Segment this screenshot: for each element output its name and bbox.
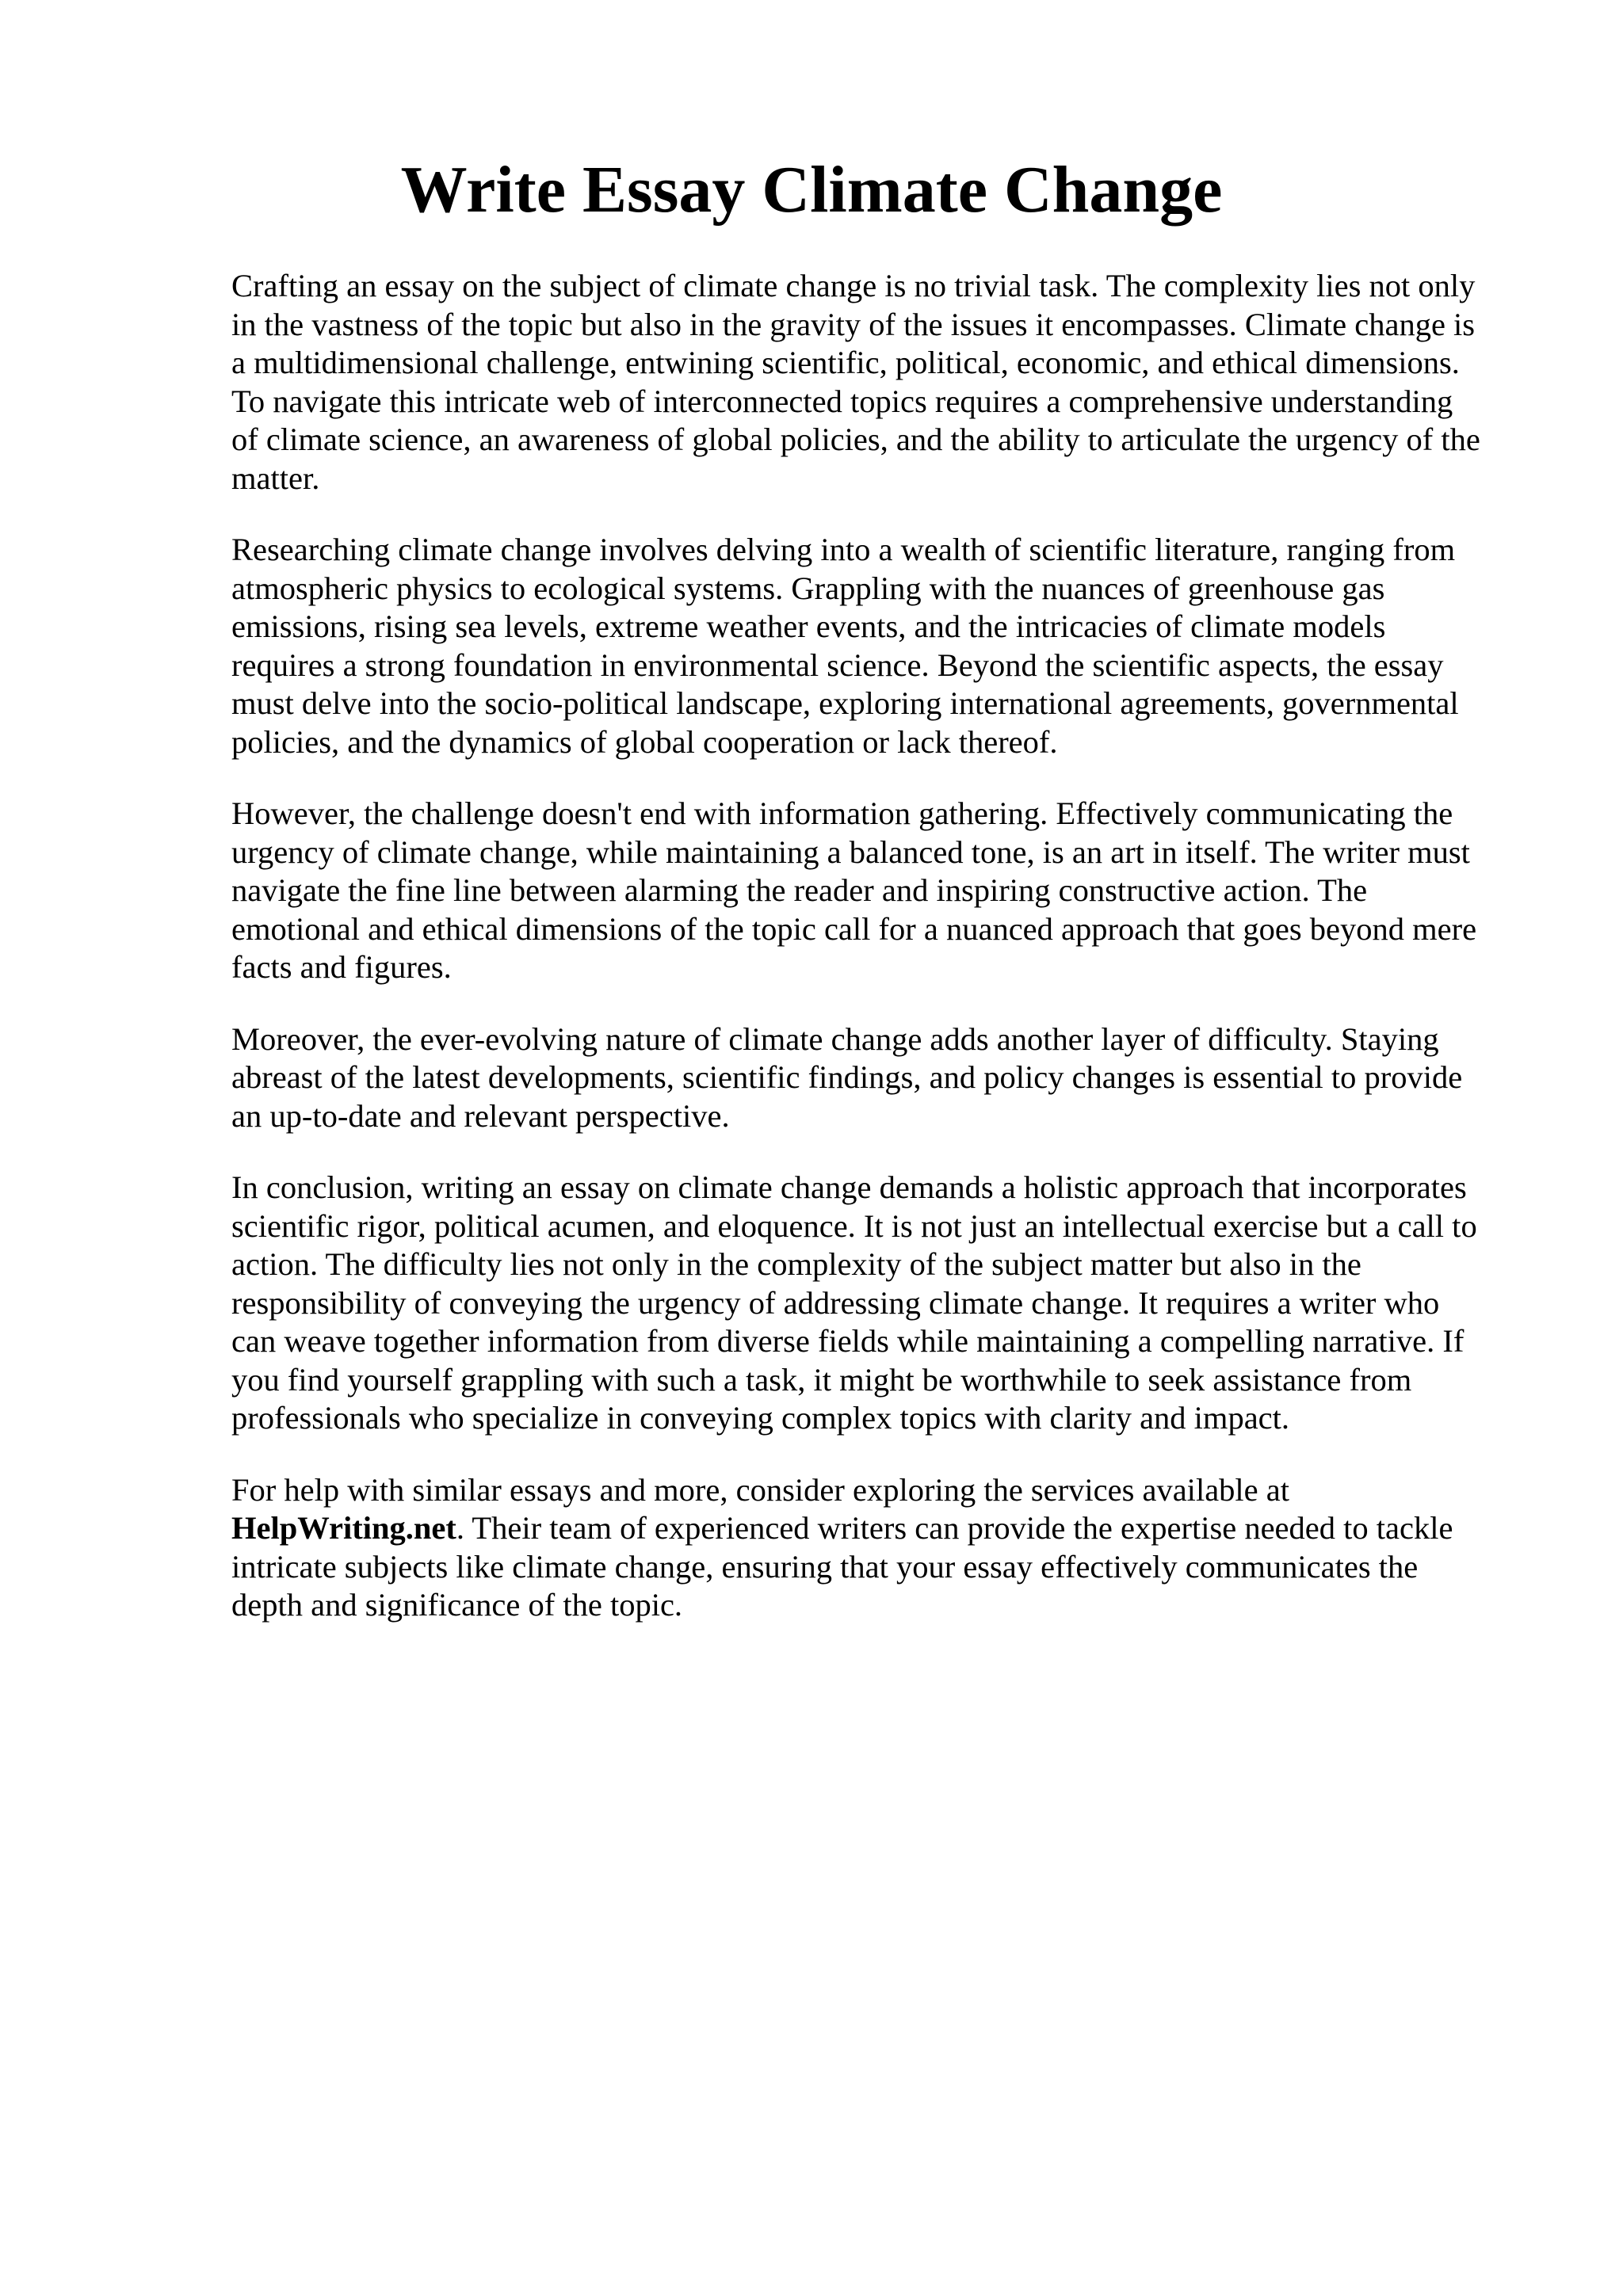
text-line: a multidimensional challenge, entwining scientific, political, economic, and ethical dimensions. <box>231 345 1460 380</box>
text-line: must delve into the socio-political landscape, exploring international agreements, governmental <box>231 685 1459 721</box>
text-line: intricate subjects like climate change, ensuring that your essay effectively communicates the <box>231 1548 1419 1585</box>
text-line: Researching climate change involves delving into a wealth of scientific literature, ranging from <box>231 532 1456 567</box>
brand-name: HelpWriting.net <box>231 1510 456 1546</box>
text-line: an up-to-date and relevant perspective. <box>231 1097 730 1134</box>
text-line: scientific rigor, political acumen, and eloquence. It is not just an intellectual exercise but a call to <box>231 1207 1477 1244</box>
text-line: abreast of the latest developments, scientific findings, and policy changes is essential to provide <box>231 1059 1463 1095</box>
text-line: To navigate this intricate web of interconnected topics requires a comprehensive understanding <box>231 383 1453 419</box>
paragraph-evolving <box>231 1020 1519 1136</box>
paragraph-conclusion <box>231 1169 1519 1438</box>
essay-body <box>231 267 1519 1658</box>
text-line: urgency of climate change, while maintaining a balanced tone, is an art in itself. The writer must <box>231 833 1470 870</box>
text-line: in the vastness of the topic but also in the gravity of the issues it encompasses. Climate change is <box>231 306 1476 342</box>
text-line: emotional and ethical dimensions of the topic call for a nuanced approach that goes beyond mere <box>231 910 1477 947</box>
text-line: responsibility of conveying the urgency of addressing climate change. It requires a writer who <box>231 1284 1440 1321</box>
paragraph-research <box>231 531 1519 761</box>
text-line: For help with similar essays and more, consider exploring the services available at <box>231 1471 1289 1508</box>
text-line: policies, and the dynamics of global cooperation or lack thereof. <box>231 723 1058 760</box>
text-line: Crafting an essay on the subject of climate change is no trivial task. The complexity lies not only <box>231 268 1476 303</box>
text-line: professionals who specialize in conveying complex topics with clarity and impact. <box>231 1400 1290 1436</box>
text-line: emissions, rising sea levels, extreme weather events, and the intricacies of climate models <box>231 608 1386 644</box>
paragraph-challenge <box>231 795 1519 987</box>
text-line: Moreover, the ever-evolving nature of climate change adds another layer of difficulty. Staying <box>231 1020 1439 1057</box>
text-line: atmospheric physics to ecological systems. Grappling with the nuances of greenhouse gas <box>231 570 1385 606</box>
text-line: can weave together information from diverse fields while maintaining a compelling narrative. If <box>231 1323 1465 1359</box>
page-title: Write Essay Climate Change <box>400 153 1223 227</box>
text-line: of climate science, an awareness of global policies, and the ability to articulate the urgency of the <box>231 421 1480 457</box>
text-line: you find yourself grappling with such a task, it might be worthwhile to seek assistance from <box>231 1361 1412 1398</box>
paragraph-intro <box>231 267 1519 498</box>
text-line-rest: . Their team of experienced writers can provide the expertise needed to tackle <box>456 1510 1453 1546</box>
text-line: action. The difficulty lies not only in the complexity of the subject matter but also in the <box>231 1246 1361 1282</box>
text-line: matter. <box>231 460 320 496</box>
text-line: requires a strong foundation in environmental science. Beyond the scientific aspects, the essay <box>231 646 1444 683</box>
text-line: depth and significance of the topic. <box>231 1587 683 1623</box>
text-line: facts and figures. <box>231 949 452 985</box>
paragraph-closing <box>231 1471 1519 1625</box>
text-line <box>231 1509 1519 1548</box>
text-line: navigate the fine line between alarming the reader and inspiring constructive action. The <box>231 872 1368 908</box>
text-line: In conclusion, writing an essay on climate change demands a holistic approach that incorporates <box>231 1169 1467 1205</box>
text-line: However, the challenge doesn't end with information gathering. Effectively communicating the <box>231 795 1453 831</box>
